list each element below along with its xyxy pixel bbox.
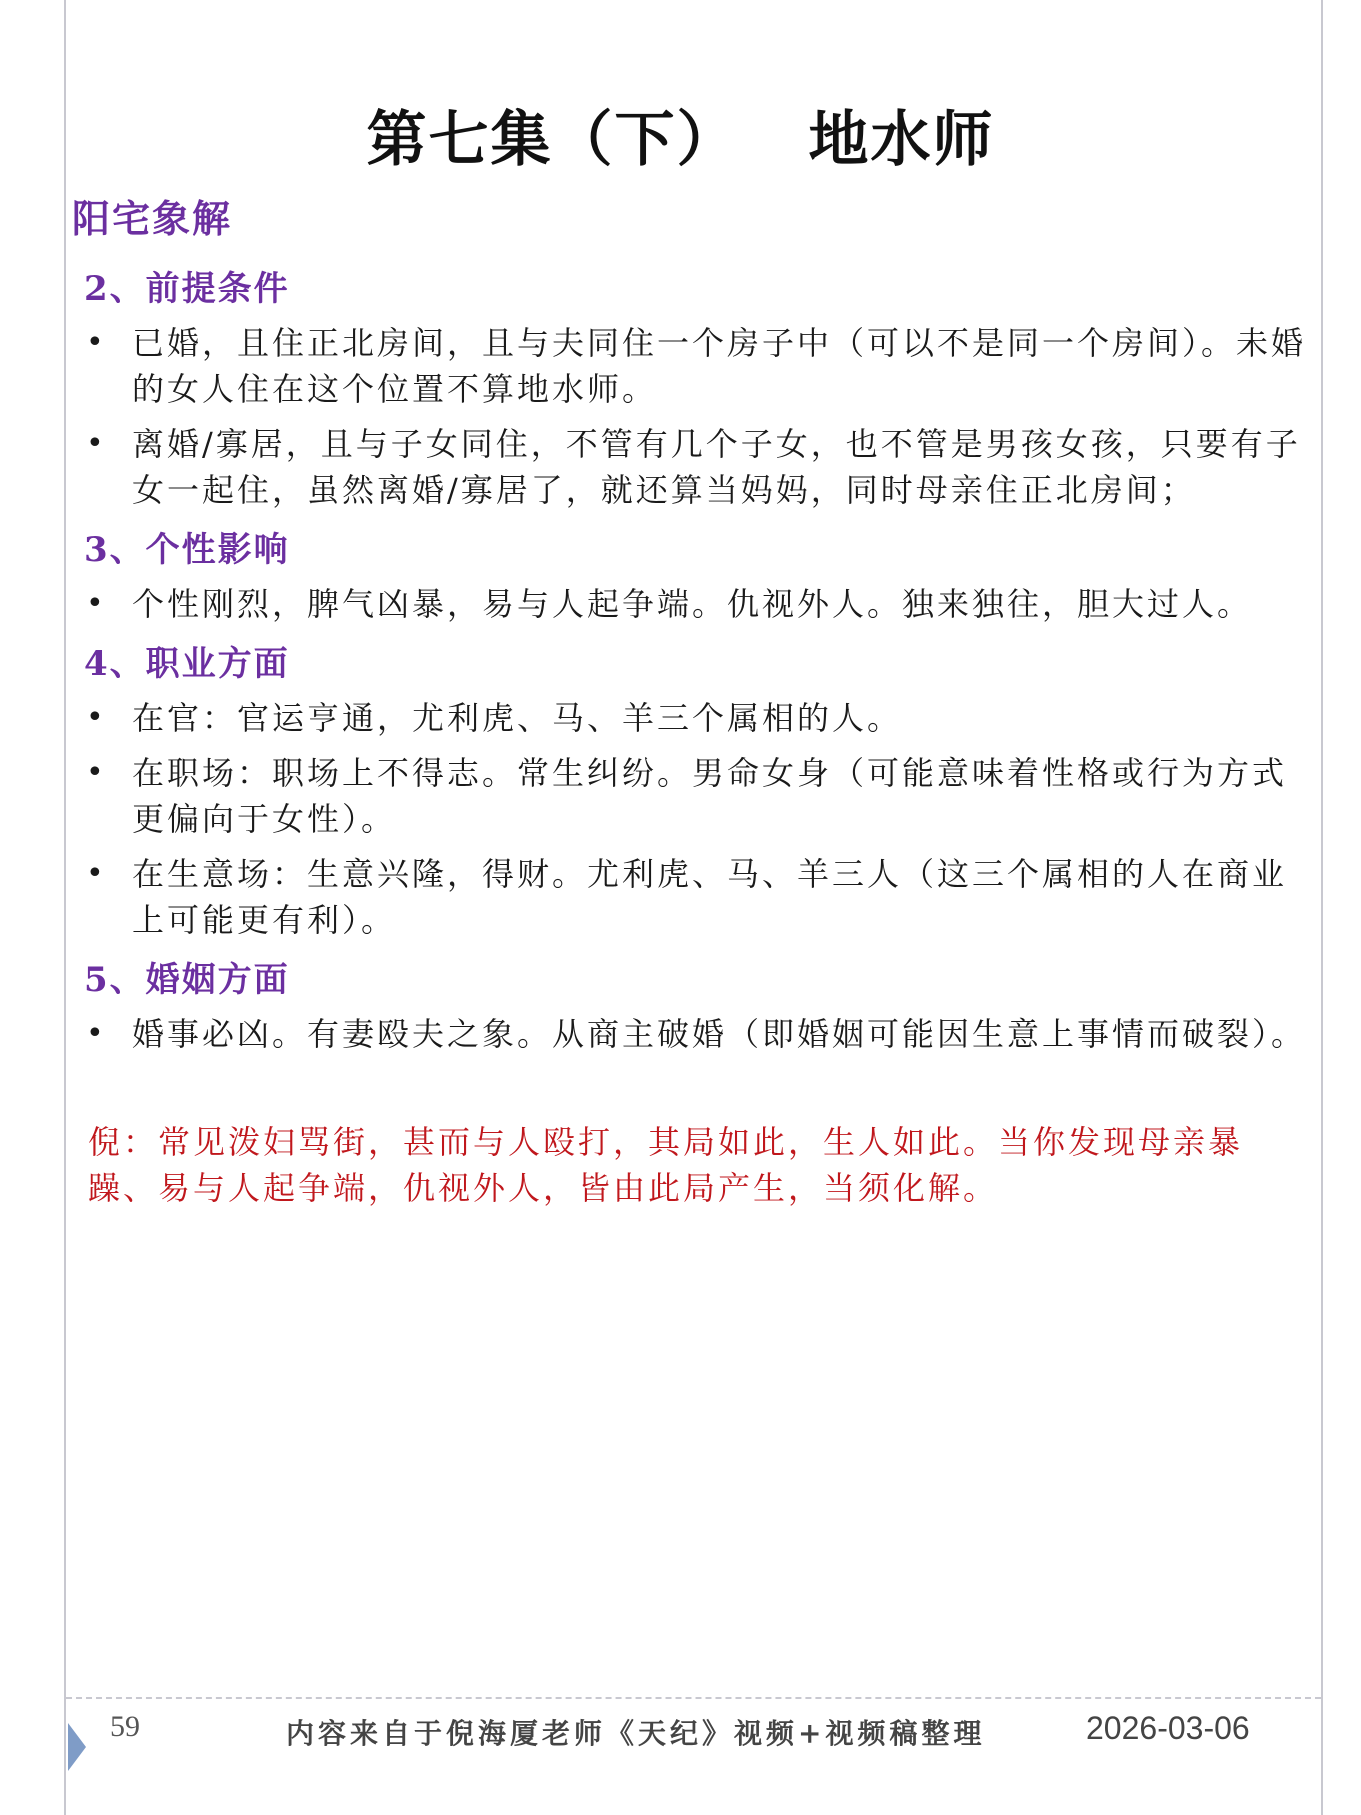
bullet-list (72, 581, 1312, 627)
list-item (72, 695, 1312, 741)
bullet-icon: • (86, 700, 107, 735)
page-title (0, 92, 1361, 178)
list-item-text: 离婚/寡居，且与子女同住，不管有几个子女，也不管是男孩女孩，只要有子女一起住，虽然离婚/寡居了，就还算当妈妈，同时母亲住正北房间； (132, 425, 1301, 509)
footer-source: 内容来自于倪海厦老师《天纪》视频+视频稿整理 (286, 1717, 986, 1750)
triangle-right-icon (68, 1723, 86, 1771)
list-item (72, 320, 1312, 412)
list-item (72, 851, 1312, 943)
sub-heading-prerequisites: 2、前提条件 (84, 269, 290, 309)
bullet-icon: • (86, 856, 107, 891)
list-item (72, 1011, 1312, 1057)
bullet-icon: • (86, 1016, 107, 1051)
section-prerequisites (72, 261, 1312, 513)
page-border-left (64, 0, 66, 1815)
bullet-list (72, 1011, 1312, 1057)
page-number: 59 (110, 1710, 140, 1743)
bullet-list (72, 695, 1312, 943)
list-item-text: 婚事必凶。有妻殴夫之象。从商主破婚（即婚姻可能因生意上事情而破裂）。 (132, 1015, 1307, 1053)
section-career (72, 636, 1312, 943)
section-heading: 阳宅象解 (72, 196, 233, 241)
bullet-icon: • (86, 755, 107, 790)
list-item-text: 个性刚烈，脾气凶暴，易与人起争端。仇视外人。独来独往，胆大过人。 (132, 585, 1253, 623)
bullet-icon: • (86, 586, 107, 621)
bullet-list (72, 320, 1312, 513)
list-item (72, 421, 1312, 513)
content-area (72, 188, 1312, 1211)
list-item-text: 在生意场：生意兴隆，得财。尤利虎、马、羊三人（这三个属相的人在商业上可能更有利）。 (132, 855, 1288, 939)
bullet-icon: • (86, 426, 107, 461)
sub-heading-marriage: 5、婚姻方面 (84, 960, 290, 1000)
commentary-note: 倪：常见泼妇骂街，甚而与人殴打，其局如此，生人如此。当你发现母亲暴躁、易与人起争端，仇视外人，皆由此局产生，当须化解。 (88, 1123, 1244, 1207)
list-item (72, 581, 1312, 627)
list-item-text: 在职场：职场上不得志。常生纠纷。男命女身（可能意味着性格或行为方式更偏向于女性）。 (132, 754, 1288, 838)
list-item-text: 已婚，且住正北房间，且与夫同住一个房子中（可以不是同一个房间）。未婚的女人住在这个位置不算地水师。 (132, 324, 1307, 408)
title-part-1: 第七集（下） (366, 105, 739, 175)
list-item-text: 在官：官运亨通，尤利虎、马、羊三个属相的人。 (132, 699, 903, 737)
page-border-right (1321, 0, 1323, 1815)
list-item (72, 750, 1312, 842)
title-part-2: 地水师 (808, 105, 995, 175)
section-marriage (72, 952, 1312, 1057)
section-personality (72, 522, 1312, 627)
bullet-icon: • (86, 325, 107, 360)
footer-divider (66, 1697, 1321, 1699)
sub-heading-personality: 3、个性影响 (84, 530, 290, 570)
footer-date: 2026-03-06 (1086, 1710, 1250, 1746)
sub-heading-career: 4、职业方面 (84, 644, 290, 684)
